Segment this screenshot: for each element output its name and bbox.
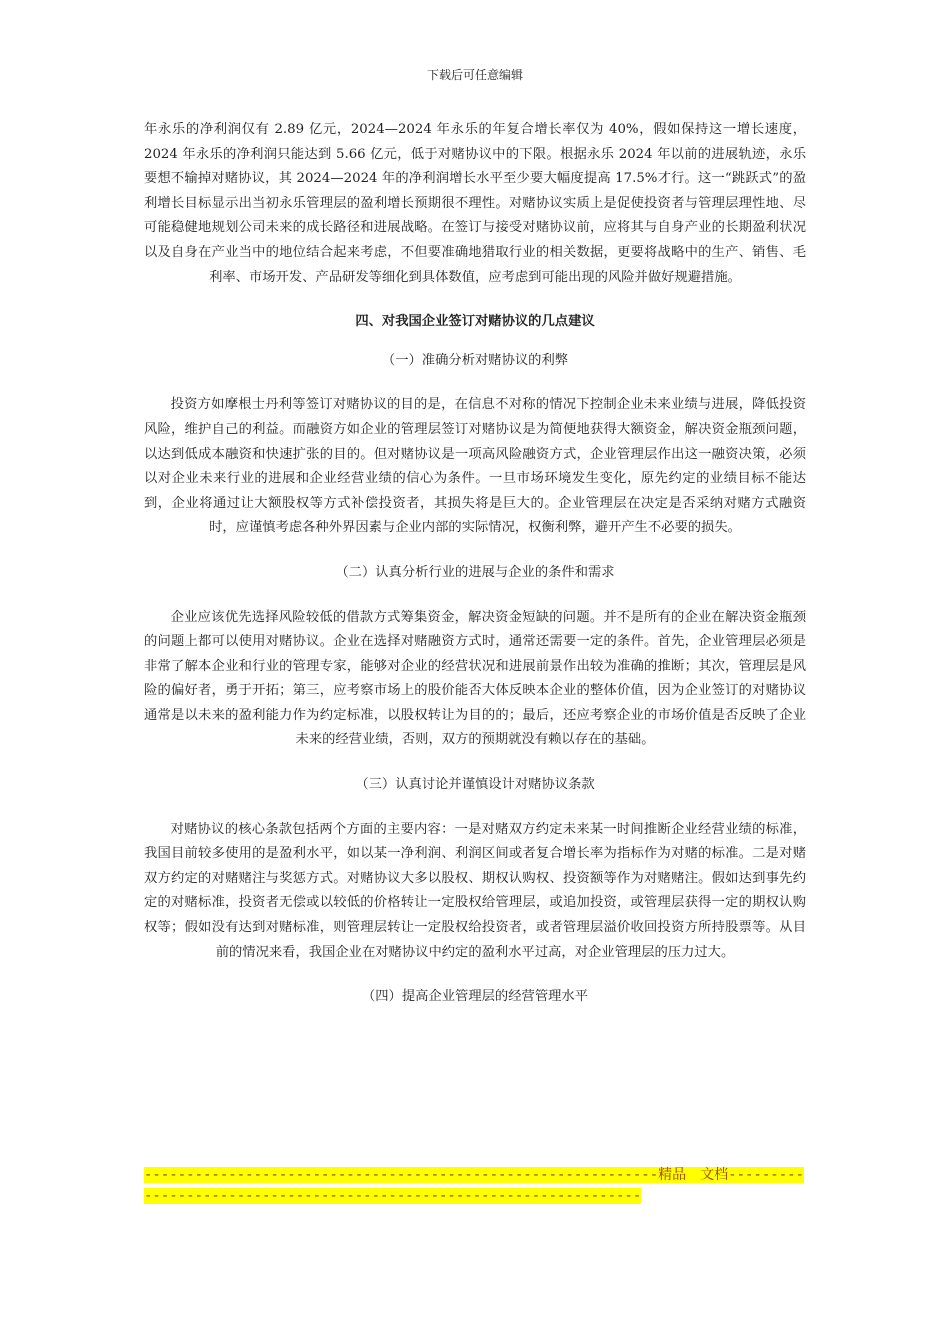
paragraph-3: 企业应该优先选择风险较低的借款方式筹集资金，解决资金短缺的问题。并不是所有的企业在解决资金瓶颈的问题上都可以使用对赌协议。企业在选择对赌融资方式时，通常还需要一定的条件。首先，企业管理层必须是非常了解本企业和行业的管理专家，能够对企业的经营状况和进展前景作出较为准确的推断；其次，管理层是风险的偏好者，勇于开拓；第三，应考察市场上的股价能否大体反映本企业的整体价值，因为企业签订的对赌协议通常是以未来的盈利能力作为约定标准，以股权转让为目的的；最后，还应考察企业的市场价值是否反映了企业未来的经营业绩，否则，双方的预期就没有赖以存在的基础。 [144, 609, 806, 748]
paragraph-2: 投资方如摩根士丹利等签订对赌协议的目的是，在信息不对称的情况下控制企业未来业绩与进展，降低投资风险，维护自己的利益。而融资方如企业的管理层签订对赌协议是为简便地获得大额资金，解决资金瓶颈问题，以达到低成本融资和快速扩张的目的。但对赌协议是一项高风险融资方式，企业管理层作出这一融资决策，必须以对企业未来行业的进展和企业经营业绩的信心为条件。一旦市场环境发生变化，原先约定的业绩目标不能达到，企业将通过让大额股权等方式补偿投资者，其损失将是巨大的。企业管理层在决定是否采纳对赌方式融资时，应谨慎考虑各种外界因素与企业内部的实际情况，权衡利弊，避开产生不必要的损失。 [144, 397, 806, 536]
section-4-title: 四、对我国企业签订对赌协议的几点建议 [355, 314, 595, 330]
paragraph-4: 对赌协议的核心条款包括两个方面的主要内容：一是对赌双方约定未来某一时间推断企业经营业绩的标准，我国目前较多使用的是盈利水平，如以某一净利润、利润区间或者复合增长率为指标作为对赌的标准。二是对赌双方约定的对赌赌注与奖惩方式。对赌协议大多以股权、期权认购权、投资额等作为对赌赌注。假如达到事先约定的对赌标准，投资者无偿或以较低的价格转让一定股权给管理层，或追加投资，或管理层获得一定的期权认购权等；假如没有达到对赌标准，则管理层转让一定股权给投资者，或者管理层溢价收回投资方所持股票等。从目前的情况来看，我国企业在对赌协议中约定的盈利水平过高，对企业管理层的压力过大。 [144, 821, 806, 960]
subsection-3-title: （三）认真讨论并谨慎设计对赌协议条款 [355, 777, 595, 793]
subsection-4-title: （四）提高企业管理层的经营管理水平 [361, 989, 589, 1005]
paragraph-1: 年永乐的净利润仅有 2.89 亿元，2024—2024 年永乐的年复合增长率仅为 40%，假如保持这一增长速度，2024 年永乐的净利润只能达到 5.66 亿元，低于对赌协议中的下限。根据永乐 2024 年以前的进展轨迹，永乐要想不输掉对赌协议，其 2024—2024 年的净利润增长水平至少要大幅度提高 17.5%才行。这一“跳跃式”的盈利增长目标显示出当初永乐管理层的盈利增长预期很不理性。对赌协议实质上是促使投资者与管理层理性地、尽可能稳健地规划公司未来的成长路径和进展战略。在签订与接受对赌协议前，应将其与自身产业的长期盈利状况以及自身在产业当中的地位结合起来考虑，不但要准确地猎取行业的相关数据，更要将战略中的生产、销售、毛利率、市场开发、产品研发等细化到具体数值，应考虑到可能出现的风险并做好规避措施。 [144, 122, 806, 285]
footer-watermark [144, 1165, 806, 1207]
subsection-2-title: （二）认真分析行业的进展与企业的条件和需求 [335, 564, 615, 580]
page-header: 下载后可任意编辑 [426, 68, 523, 82]
footer-text: -------------------------------------------------------------精品 文档-------------------------------------------------------------------- [144, 1167, 805, 1204]
document-body [144, 118, 806, 1010]
subsection-1-title: （一）准确分析对赌协议的利弊 [381, 352, 569, 368]
